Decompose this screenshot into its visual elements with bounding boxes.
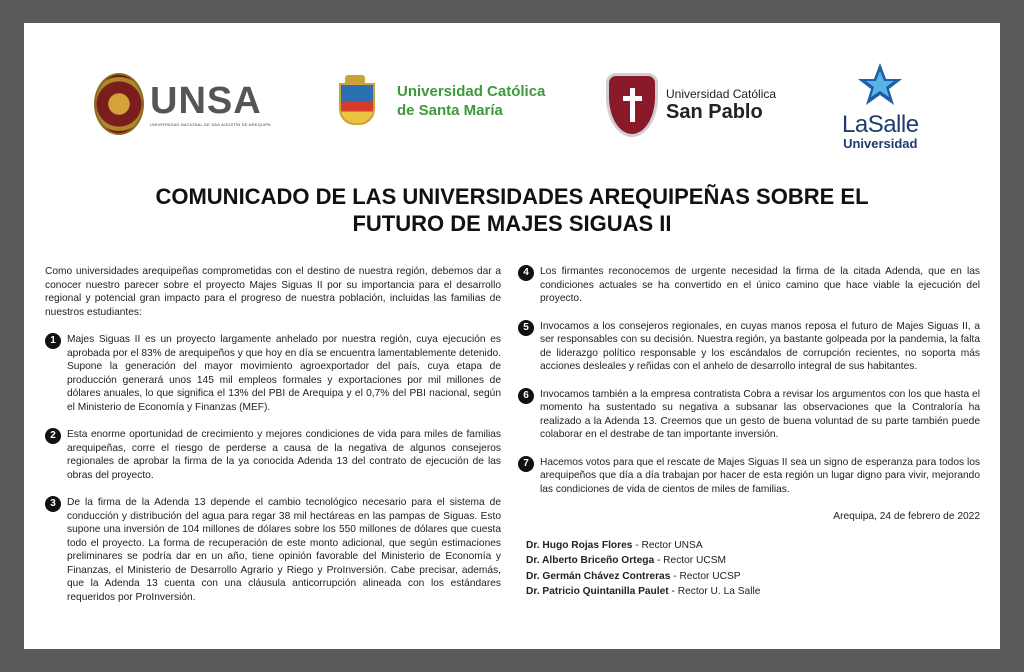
point-7 (518, 456, 980, 497)
title-line1: COMUNICADO DE LAS UNIVERSIDADES AREQUIPEÑAS SOBRE EL (155, 184, 869, 209)
signatory-name: Dr. Hugo Rojas Flores (526, 539, 633, 551)
left-column (45, 265, 501, 618)
point-number-badge: 2 (45, 428, 61, 444)
point-number-badge: 1 (45, 333, 61, 349)
point-text: Majes Siguas II es un proyecto largamente anhelado por nuestra región, cuya ejecución es aprobada por el 83% de arequipeños y que hoy en día se encuentra lamentablemente detenido. Supone la generación del mayor movimiento agroexportador del país, cuya etapa de producción generará unos 145 mil empleos formales y exportaciones por mil millones de dólares anuales, lo que significa el 13% del PBI de Arequipa y el 0,7% del PBI nacional, según el Ministerio de Economía y Finanzas (MEF). (67, 334, 501, 413)
signatory-name: Dr. Patricio Quintanilla Paulet (526, 586, 669, 597)
lasalle-name-line2: Universidad (843, 136, 918, 151)
unsa-wordmark: UNSA (150, 79, 262, 122)
lasalle-logo (842, 61, 919, 151)
ucsm-name-line1: Universidad Católica (397, 83, 546, 100)
signatory-role: - Rector U. La Salle (668, 586, 761, 597)
ucsp-name-line1: Universidad Católica (666, 87, 777, 101)
ucsm-coat-of-arms-icon (331, 75, 379, 127)
right-column (518, 265, 980, 600)
signatory-role: - Rector UCSP (670, 570, 741, 582)
point-1 (45, 333, 501, 414)
point-text: Los firmantes reconocemos de urgente necesidad la firma de la citada Adenda, que en las condiciones actuales se ha convertido en el único camino que hace viable la ejecución del proyecto. (540, 266, 980, 304)
point-number-badge: 6 (518, 388, 534, 404)
signatory-name: Dr. Alberto Briceño Ortega (526, 555, 655, 566)
point-4 (518, 265, 980, 306)
intro-paragraph: Como universidades arequipeñas comprometidas con el destino de nuestra región, debemos dar a conocer nuestro parecer sobre el proyecto Majes Siguas II por su importancia para el desarrollo regional y potencial gran impacto para el progreso de nuestra población, incluidas las familias de nuestros estudiantes: (45, 266, 501, 318)
point-text: Invocamos también a la empresa contratista Cobra a revisar los argumentos con los que hasta el momento ha sustentado su negativa a subsanar las observaciones que la Contraloría ha realizado a la Adenda 13. Creemos que un gesto de buena voluntad de su parte también puede colaborar en el destrabe de tan importante inversión. (540, 388, 980, 440)
ucsm-logo (331, 75, 545, 127)
ucsp-shield-icon (606, 73, 658, 137)
point-text: Invocamos a los consejeros regionales, en cuyas manos reposa el futuro de Majes Siguas II, a ser responsables con su decisión. Nuestra región, ya bastante golpeada por la pandemia, la falta de liderazgo político responsable y los escándalos de corrupción recientes, no soporta más acciones desleales y reñidas con el anhelo de desarrollo integral de sus habitantes. (540, 320, 980, 372)
ucsp-name-line2: San Pablo (666, 101, 763, 123)
point-6 (518, 388, 980, 442)
point-text: Esta enorme oportunidad de crecimiento y mejores condiciones de vida para miles de familias arequipeñas, corre el riesgo de perderse a causa de la negativa de algunos consejeros regionales de aprobar la firma de la ya conocida Adenda 13 del contrato de ejecución de las obras del proyecto. (67, 429, 501, 481)
ucsp-logo (606, 73, 776, 137)
point-2 (45, 428, 501, 482)
point-number-badge: 5 (518, 320, 534, 336)
date-line: Arequipa, 24 de febrero de 2022 (833, 511, 980, 522)
signatory-name: Dr. Germán Chávez Contreras (526, 570, 671, 582)
point-3 (45, 496, 501, 604)
signature-block (518, 538, 980, 600)
university-logos (24, 73, 1000, 183)
point-number-badge: 4 (518, 265, 534, 281)
point-text: Hacemos votos para que el rescate de Majes Siguas II sea un signo de esperanza para todos los arequipeños que día a día trabajan por hacer de esta región un lugar digno para vivir, mejorando las condiciones de vida de cientos de miles de familias. (540, 456, 980, 495)
unsa-seal-icon (94, 73, 144, 135)
signature-line (526, 538, 980, 554)
signature-line (526, 569, 980, 585)
point-5 (518, 320, 980, 374)
communique-sheet (24, 23, 1000, 649)
point-number-badge: 7 (518, 456, 534, 472)
page-title (24, 183, 1000, 237)
signature-line (526, 584, 980, 600)
lasalle-name-line1: LaSalle (842, 111, 919, 138)
signatory-role: - Rector UCSM (654, 555, 727, 566)
star-icon (857, 61, 903, 113)
signature-line (526, 553, 980, 569)
signatory-role: - Rector UNSA (632, 539, 703, 551)
unsa-logo (94, 73, 271, 135)
title-line2: FUTURO DE MAJES SIGUAS II (352, 211, 672, 236)
unsa-subtitle: UNIVERSIDAD NACIONAL DE SAN AGUSTÍN DE AREQUIPA (150, 121, 271, 127)
ucsm-name-line2: de Santa María (397, 102, 503, 119)
point-number-badge: 3 (45, 496, 61, 512)
point-text: De la firma de la Adenda 13 depende el cambio tecnológico necesario para el sistema de conducción y distribución del agua para regar 38 mil hectáreas en las pampas de Siguas. Esto supone una inversión de 104 millones de dólares sobre los 550 millones de dólares que cuesta todo el proyecto. La forma de recuperación de este monto adicional, que según estimaciones preliminares se podría dar en un año, tiene opinión favorable del Ministerio de Economía y Finanzas, el Ministerio de Desarrollo Agrario y Riego y ProInversión. Cabe precisar, además, que la Adenda 13 cuenta con una cláusula anticorrupción alineada con los estándares requeridos por ProInversión. (67, 497, 501, 603)
